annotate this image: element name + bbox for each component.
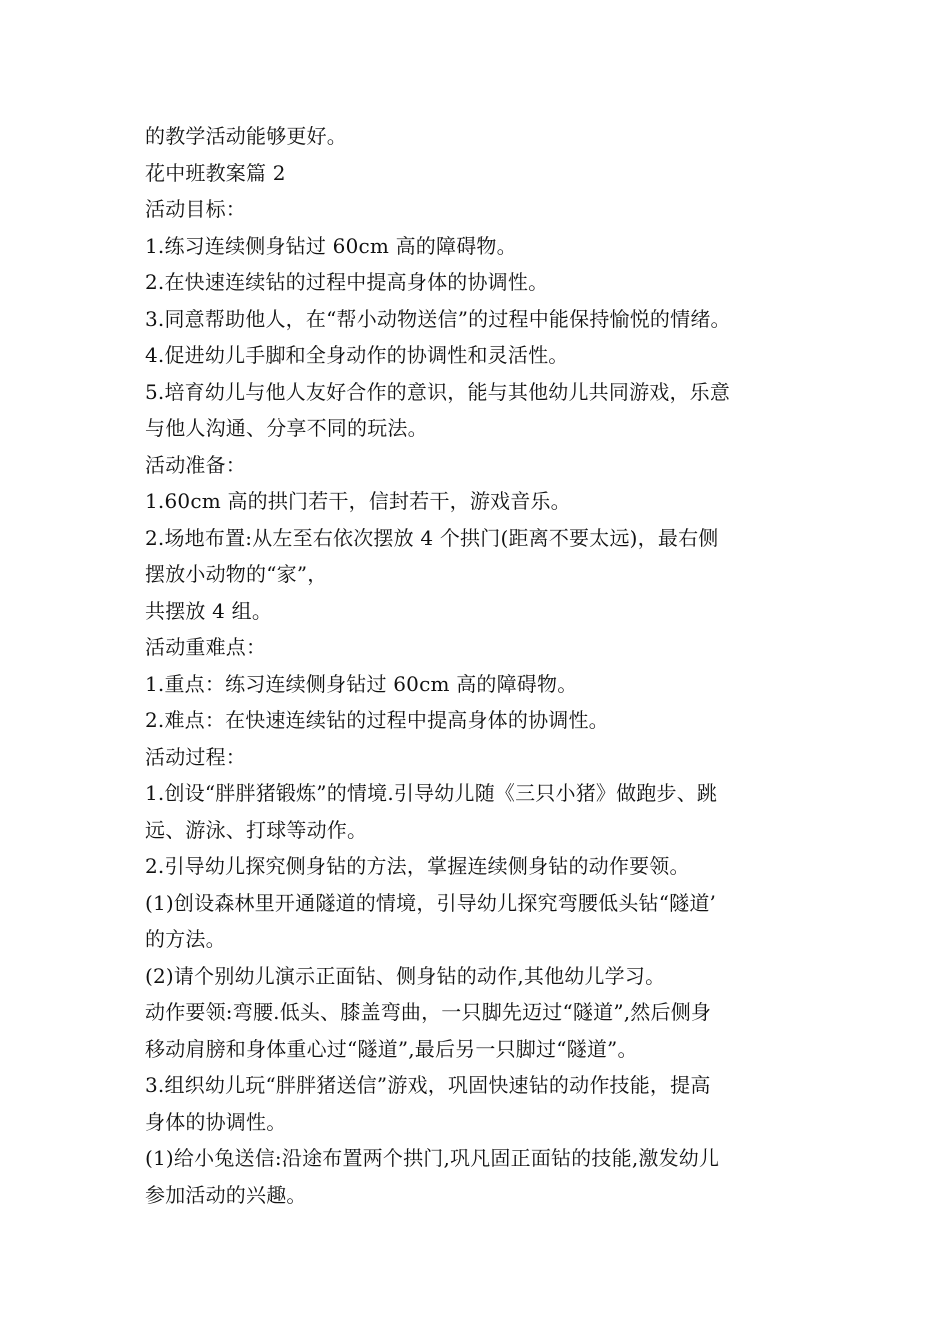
subsection-heading: 活动重难点：	[145, 635, 267, 659]
text-line: (1)给小兔送信:沿途布置两个拱门,巩凡固正面钻的技能,激发幼儿	[145, 1146, 720, 1170]
text-line: 2.场地布置:从左至右依次摆放 4 个拱门(距离不要太远)，最右侧	[145, 525, 719, 550]
document-body	[145, 118, 815, 1213]
text-line: 5.培育幼儿与他人友好合作的意识，能与其他幼儿共同游戏，乐意	[145, 379, 731, 404]
text-line: 参加活动的兴趣。	[145, 1182, 307, 1207]
subsection-heading: 活动过程：	[145, 744, 246, 769]
text-line: 1.创设“胖胖猪锻炼”的情境.引导幼儿随《三只小猪》做跑步、跳	[145, 781, 718, 805]
text-line: 远、游泳、打球等动作。	[145, 817, 368, 842]
subsection-heading: 活动目标：	[145, 197, 246, 221]
text-line: 3.组织幼儿玩“胖胖猪送信”游戏，巩固快速钻的动作技能，提高	[145, 1073, 711, 1097]
text-line: 的教学活动能够更好。	[145, 124, 347, 148]
text-line: 摆放小动物的“家”，	[145, 562, 328, 586]
text-line: 4.促进幼儿手脚和全身动作的协调性和灵活性。	[145, 343, 569, 367]
text-line: 的方法。	[145, 927, 226, 951]
text-line: 2.在快速连续钻的过程中提高身体的协调性。	[145, 270, 549, 294]
text-line: 1.练习连续侧身钻过 60cm 高的障碍物。	[145, 233, 517, 258]
section-heading: 花中班教案篇 2	[145, 160, 286, 185]
text-line: 2.难点：在快速连续钻的过程中提高身体的协调性。	[145, 708, 609, 732]
text-line: 身体的协调性。	[145, 1109, 287, 1134]
text-line: 共摆放 4 组。	[145, 598, 273, 623]
subsection-heading: 活动准备：	[145, 452, 246, 477]
text-line: 3.同意帮助他人，在“帮小动物送信”的过程中能保持愉悦的情绪。	[145, 306, 731, 331]
text-line: 1.重点：练习连续侧身钻过 60cm 高的障碍物。	[145, 671, 578, 696]
text-line: 移动肩膀和身体重心过“隧道”,最后另一只脚过“隧道”。	[145, 1036, 638, 1061]
text-line: (1)创设森林里开通隧道的情境，引导幼儿探究弯腰低头钻“隧道’	[145, 890, 717, 915]
text-line: (2)请个别幼儿演示正面钻、侧身钻的动作,其他幼儿学习。	[145, 963, 666, 988]
text-line: 与他人沟通、分享不同的玩法。	[145, 416, 428, 440]
text-line: 动作要领:弯腰.低头、膝盖弯曲，一只脚先迈过“隧道”,然后侧身	[145, 1000, 712, 1024]
text-line: 1.60cm 高的拱门若干，信封若干，游戏音乐。	[145, 489, 571, 513]
text-line: 2.引导幼儿探究侧身钻的方法，掌握连续侧身钻的动作要领。	[145, 854, 690, 878]
